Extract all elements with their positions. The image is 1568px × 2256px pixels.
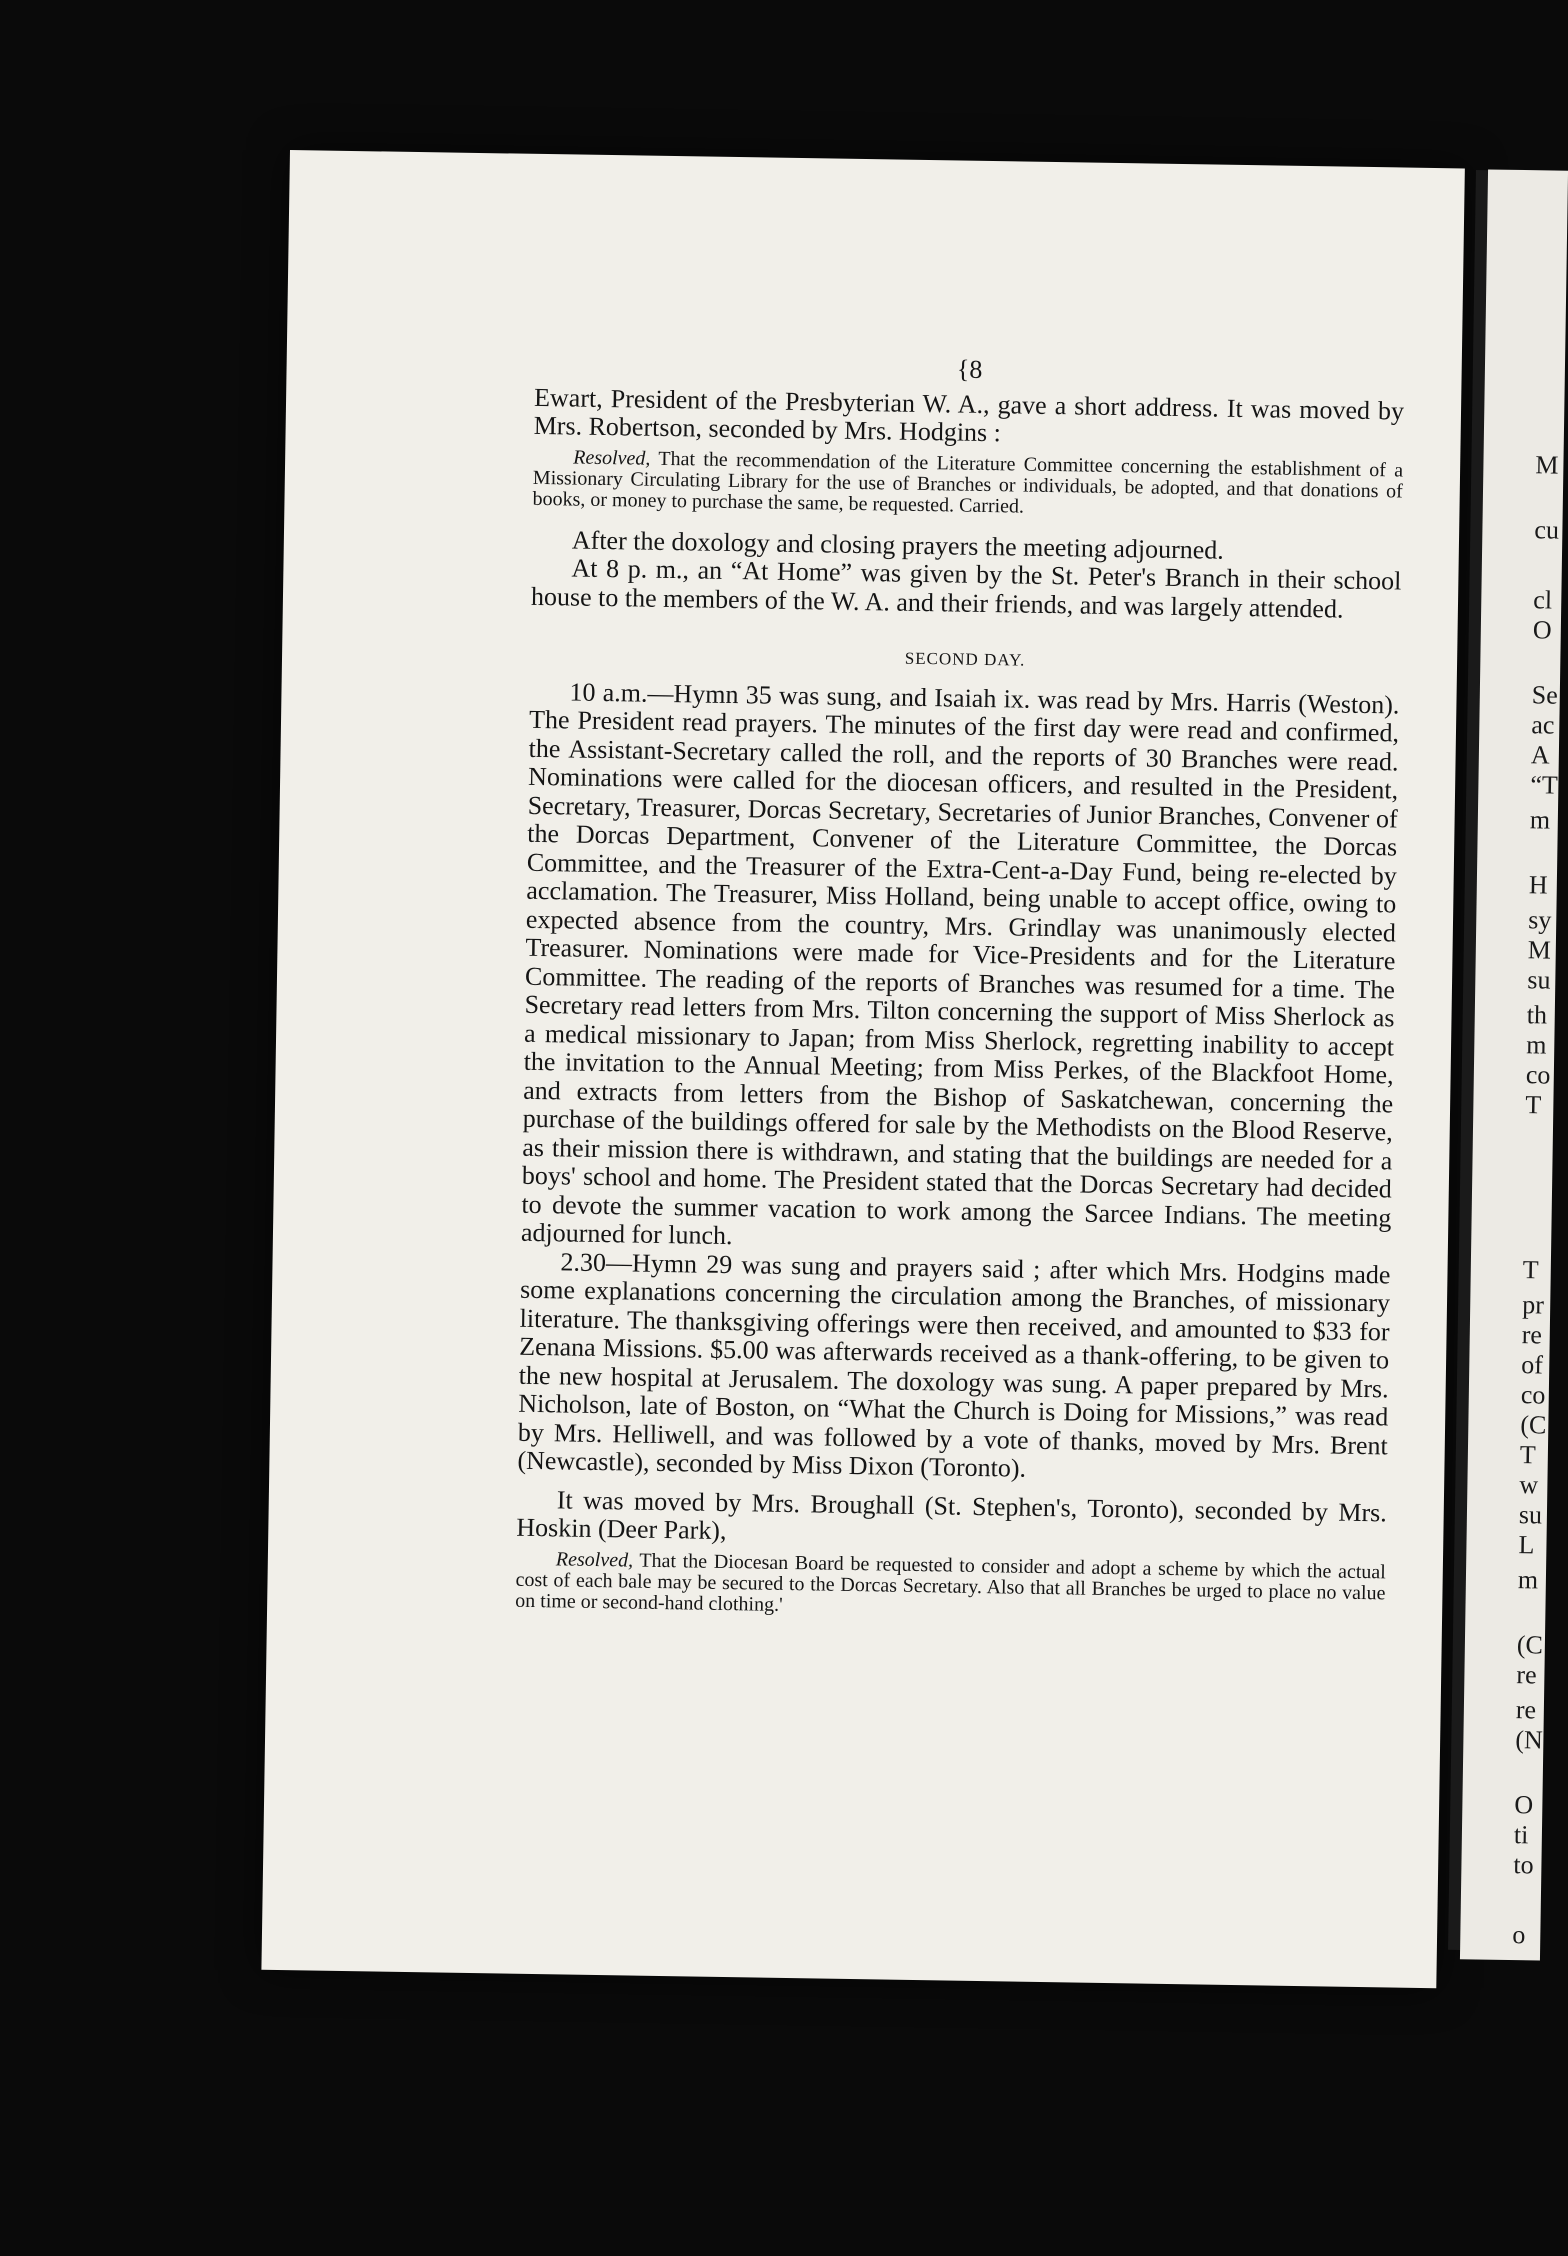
facing-fragment: w <box>1519 1470 1539 1500</box>
resolution-paragraph <box>532 446 1403 523</box>
facing-fragment: pr <box>1522 1290 1545 1320</box>
facing-fragment: A <box>1530 740 1550 770</box>
facing-fragment: Se <box>1531 680 1559 710</box>
facing-fragment: m <box>1529 805 1551 835</box>
facing-fragment: th <box>1526 1000 1548 1030</box>
resolution-text-2: That the Diocesan Board be requested to consider and adopt a scheme by which the actual cost of each bale may be secured to the Dorcas Secretary. Also that all Branches be urged to place no value on time or second-hand clothing.' <box>515 1549 1386 1616</box>
facing-fragment: M <box>1527 935 1552 965</box>
motion-paragraph: It was moved by Mrs. Broughall (St. Stephen's, Toronto), seconded by Mrs. Hoskin (Deer Park), <box>516 1484 1387 1546</box>
facing-fragment: cl <box>1533 585 1553 615</box>
morning-session-paragraph: 10 a.m.—Hymn 35 was sung, and Isaiah ix. was read by Mrs. Harris (Weston). The President read prayers. The minutes of the first day were read and confirmed, the Assistant-Secretary called the roll, and the reports of 30 Branches were read. Nominations were called for the diocesan officers, and resulted in the President, Secretary, Treasurer, Dorcas Secretary, Secretaries of Junior Branches, Convener of the Dorcas Department, Convener of the Literature Committee, the Dorcas Committee, and the Treasurer of the Extra-Cent-a-Day Fund, being re-elected by acclamation. The Treasurer, Miss Holland, being unable to accept office, owing to expected absence from the country, Mrs. Grindlay was unanimously elected Treasurer. Nominations were made for Vice-Presidents and for the Literature Committee. The reading of the reports of Branches was resumed for a time. The Secretary read letters from Mrs. Tilton concerning the support of Miss Sherlock as a medical missionary to Japan; from Miss Sherlock, regretting inability to accept the invitation to the Annual Meeting; from Miss Perkes, of the Blackfoot Home, and extracts from letters from the Bishop of Saskatchewan, concerning the purchase of the buildings offered for sale by the Methodists on the Blood Reserve, as their mission there is withdrawn, and stating that the buildings are needed for a boys' school and home. The President stated that the Dorcas Secretary had decided to devote the summer vacation to work among the Sarcee Indians. The meeting adjourned for lunch. <box>520 676 1400 1251</box>
resolution-label-2: Resolved, <box>555 1547 634 1572</box>
facing-fragment: re <box>1521 1320 1543 1350</box>
section-heading: SECOND DAY. <box>904 648 1026 670</box>
facing-fragment: H <box>1528 870 1548 900</box>
facing-fragment: co <box>1520 1380 1546 1410</box>
facing-fragment: m <box>1526 1030 1547 1060</box>
at-home-paragraph: At 8 p. m., an “At Home” was given by the St. Peter's Branch in their school house to the members of the W. A. and their friends, and was largely attended. <box>530 553 1402 624</box>
facing-fragment: ti <box>1513 1820 1529 1850</box>
facing-fragment: L <box>1518 1530 1535 1560</box>
closing-paragraph: After the doxology and closing prayers the meeting adjourned. <box>571 524 1225 565</box>
facing-fragment: M <box>1535 450 1559 480</box>
facing-fragment: su <box>1518 1500 1543 1530</box>
facing-fragment: sy <box>1528 905 1552 935</box>
facing-fragment: cu <box>1534 515 1560 545</box>
facing-fragment: T <box>1525 1090 1542 1120</box>
page-body <box>515 349 1405 1641</box>
facing-fragment: o <box>1512 1920 1526 1950</box>
resolution-label: Resolved, <box>573 445 651 470</box>
facing-fragment: m <box>1517 1565 1539 1595</box>
afternoon-session-paragraph: 2.30—Hymn 29 was sung and prayers said ; after which Mrs. Hodgins made some explanations concerning the circulation among the Branches, of missionary literature. The thanksgiving offerings were then received, and amounted to $33 for Zenana Missions. $5.00 was afterwards received as a thank-offering, to be given to the new hospital at Jerusalem. The doxology was sung. A paper prepared by Mrs. Nicholson, late of Boston, on “What the Church is Doing for Missions,” was read by Mrs. Helliwell, and was followed by a vote of thanks, moved by Mrs. Brent (Newcastle), seconded by Miss Dixon (Toronto). <box>517 1246 1391 1483</box>
facing-fragment: T <box>1519 1440 1536 1470</box>
page-number: {8 <box>956 354 983 384</box>
facing-fragment: O <box>1514 1790 1534 1820</box>
intro-paragraph: Ewart, President of the Presbyterian W. A., gave a short address. It was moved by Mrs. Robertson, seconded by Mrs. Hodgins : <box>533 382 1405 448</box>
facing-fragment: to <box>1513 1850 1534 1880</box>
facing-fragment: su <box>1527 965 1551 995</box>
facing-fragment: ac <box>1531 710 1555 740</box>
resolution-paragraph-2 <box>515 1548 1386 1625</box>
facing-fragment: T <box>1522 1255 1539 1285</box>
facing-fragment: “T <box>1530 770 1559 800</box>
facing-fragment: (N <box>1515 1725 1544 1755</box>
facing-fragment: (C <box>1520 1410 1547 1440</box>
facing-fragment: co <box>1525 1060 1551 1090</box>
facing-fragment: (C <box>1516 1630 1544 1660</box>
resolution-text: That the recommendation of the Literature Committee concerning the establishment of a Missionary Circulating Library for the use of Branches or individuals, be adopted, and that donations of books, or money to purchase the same, be requested. Carried. <box>532 447 1404 518</box>
facing-fragment: re <box>1515 1695 1537 1725</box>
facing-fragment: re <box>1516 1660 1537 1690</box>
facing-fragment: of <box>1521 1350 1544 1380</box>
facing-fragment: O <box>1532 615 1552 645</box>
document-page <box>261 150 1464 1988</box>
